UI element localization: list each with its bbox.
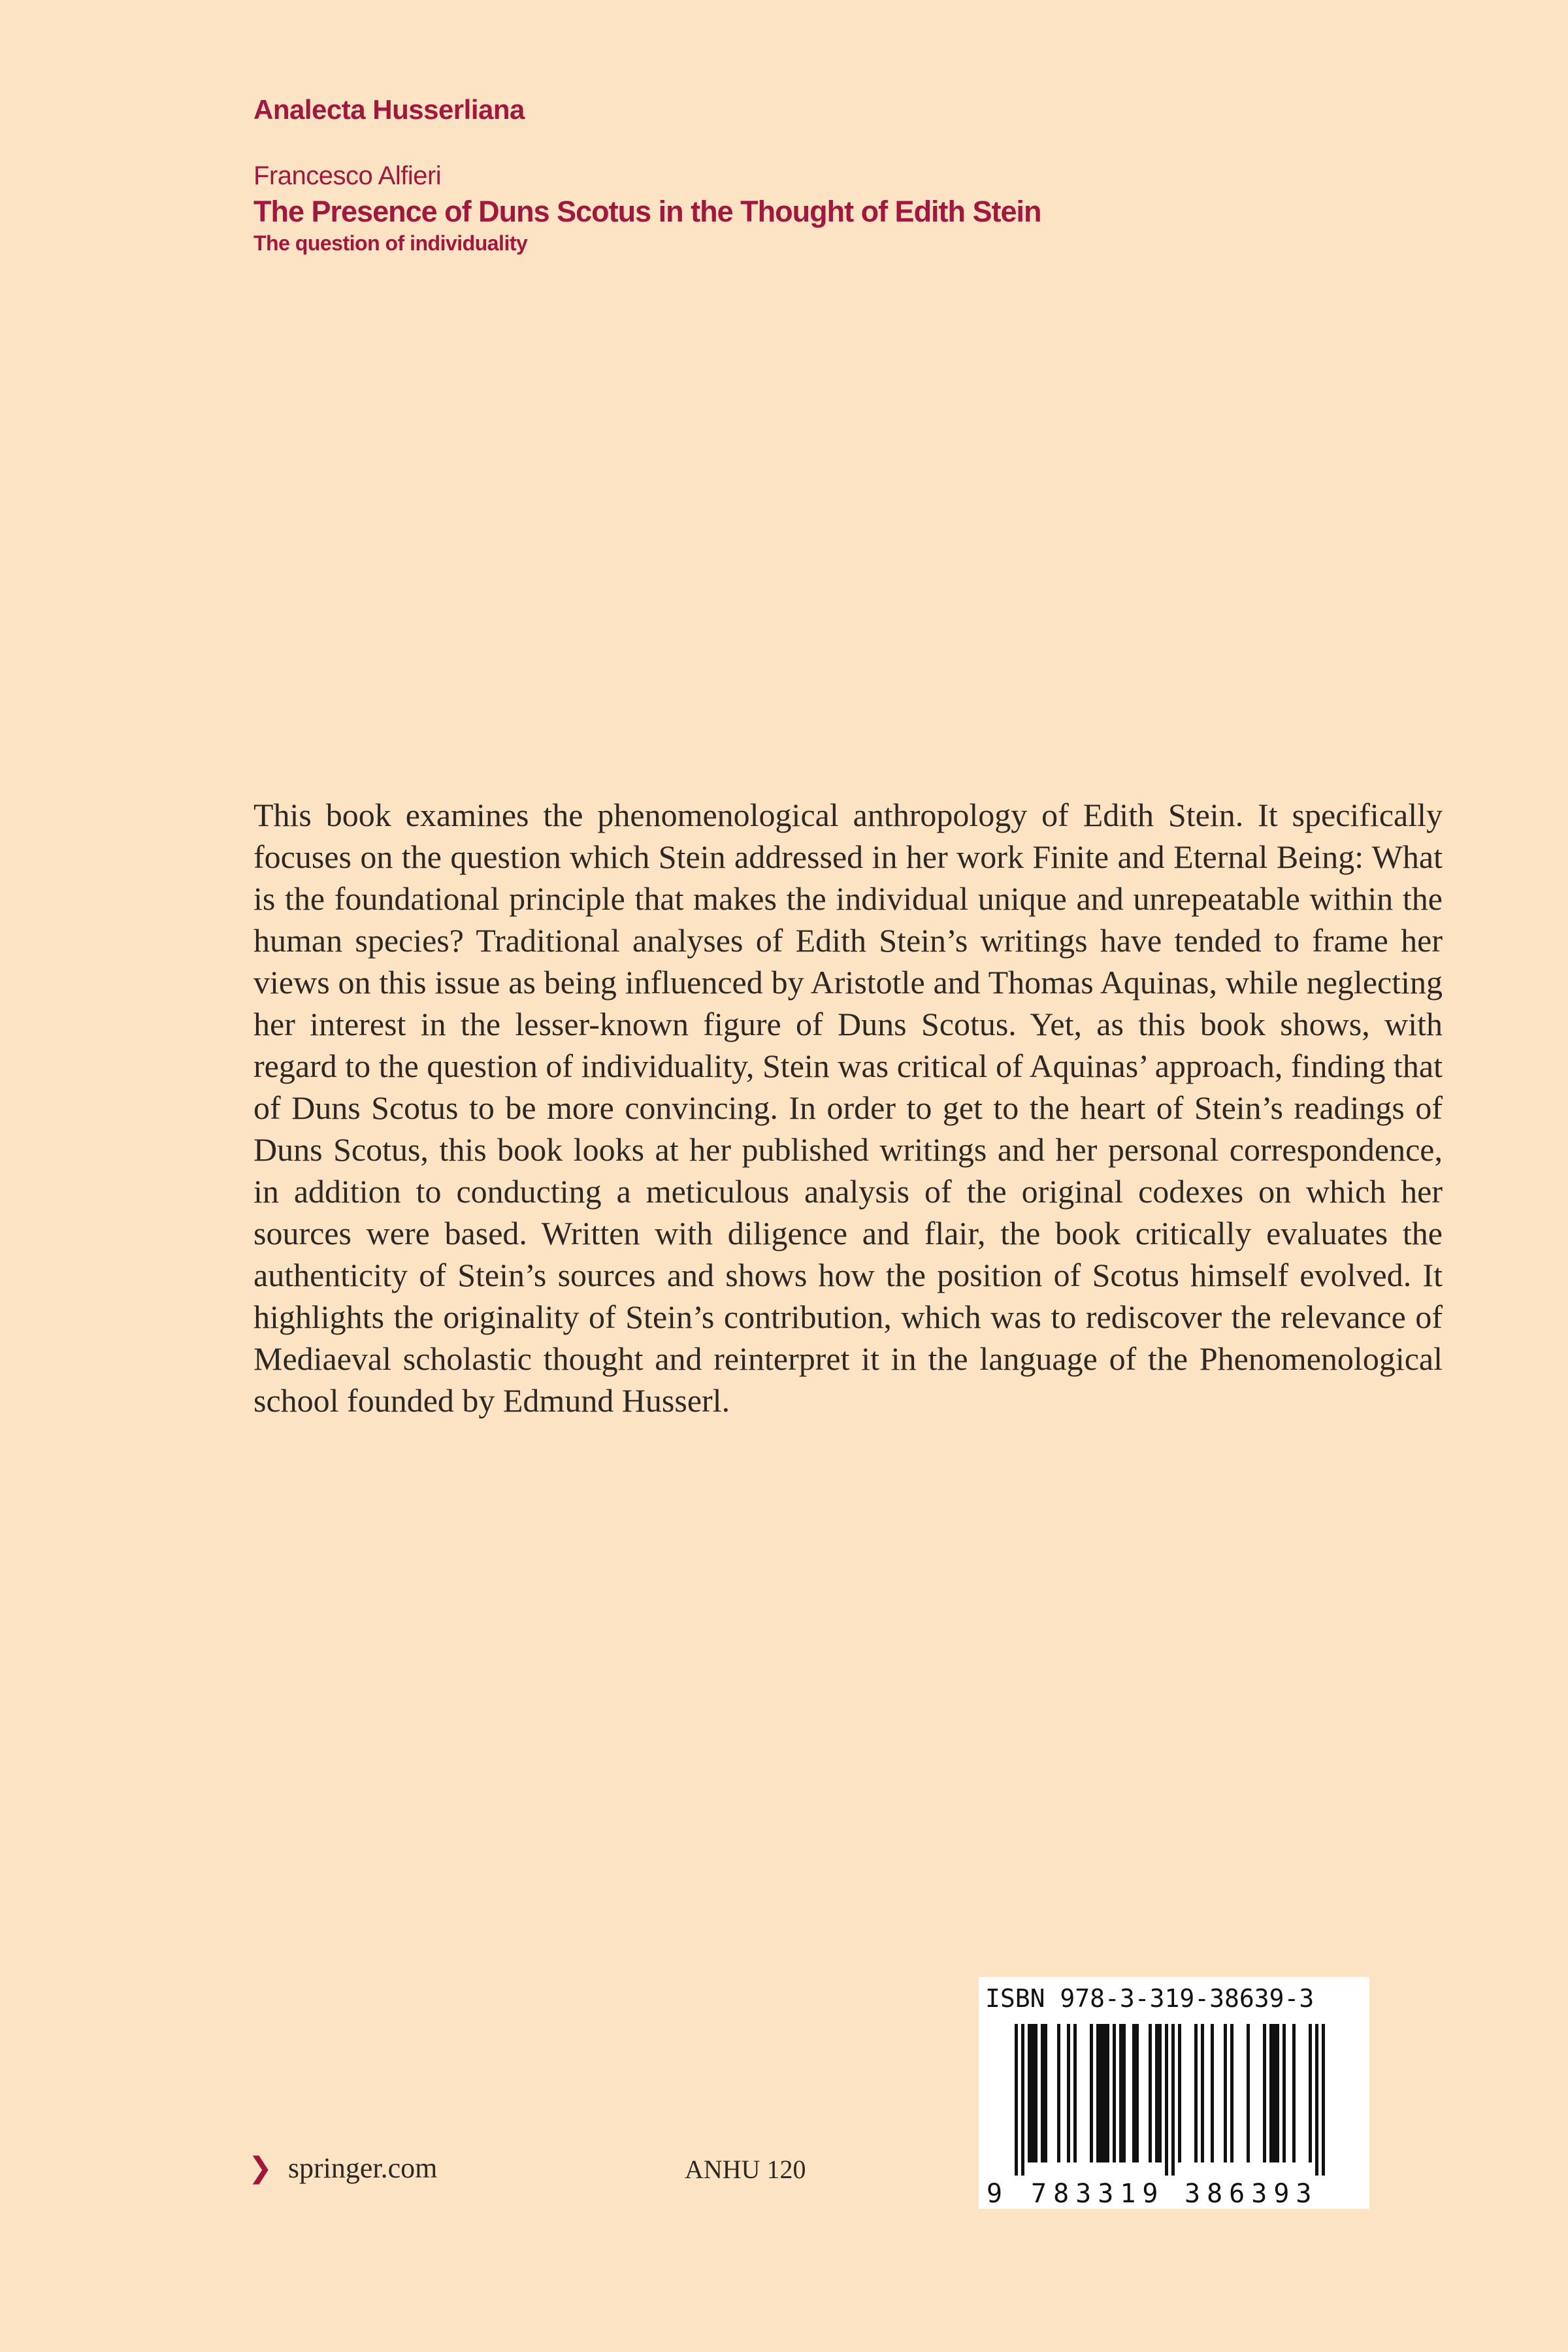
barcode-bar xyxy=(1132,2024,1135,2162)
barcode-bar xyxy=(1031,2024,1034,2162)
barcode-bar xyxy=(1034,2024,1037,2162)
barcode-bar xyxy=(1315,2024,1318,2176)
series-name: Analecta Husserliana xyxy=(253,94,525,125)
barcode-image xyxy=(979,2023,1369,2209)
barcode-first-digit: 9 xyxy=(987,2179,1003,2209)
isbn-number: ISBN 978-3-319-38639-3 xyxy=(985,1984,1315,2013)
barcode-bar xyxy=(1230,2024,1233,2162)
barcode-bar xyxy=(1292,2024,1296,2162)
barcode-bar xyxy=(1171,2024,1175,2176)
barcode-bar xyxy=(1021,2024,1024,2176)
barcode-bar xyxy=(1155,2024,1158,2162)
barcode-bar xyxy=(1178,2024,1181,2162)
series-code: ANHU 120 xyxy=(685,2155,806,2184)
barcode-bar xyxy=(1135,2024,1139,2162)
barcode-bar xyxy=(1015,2024,1018,2176)
publisher-website[interactable]: springer.com xyxy=(287,2152,438,2184)
barcode-bar xyxy=(1103,2024,1106,2162)
isbn-barcode xyxy=(979,1977,1369,2209)
cover-header xyxy=(253,91,1429,256)
barcode-bar xyxy=(1282,2024,1286,2162)
barcode-bar xyxy=(1090,2024,1093,2162)
barcode-bar xyxy=(1263,2024,1266,2162)
barcode-bar xyxy=(1106,2024,1109,2162)
barcode-bar xyxy=(1224,2024,1227,2162)
book-description: This book examines the phenomenological anthropology of Edith Stein. It specifically focuses on the question which Stein addressed in her work Finite and Eternal Being: What is the foundational principle that makes the individual unique and unrepeatable within the human species? Traditional analyses of Edith Stein’s writings have tended to frame her views on this issue as being influenced by Aristotle and Thomas Aquinas, while neglecting her interest in the lesser-known figure of Duns Scotus. Yet, as this book shows, with regard to the question of individuality, Stein was critical of Aquinas’ approach, finding that of Duns Scotus to be more convincing. In order to get to the heart of Stein’s readings of Duns Scotus, this book looks at her published writings and her personal correspondence, in addition to conducting a meticulous analysis of the original codexes on which her sources were based. Written with diligence and flair, the book critically evaluates the authenticity of Stein’s sources and shows how the position of Scotus himself evolved. It highlights the originality of Stein’s contribution, which was to rediscover the relevance of Mediaeval scholastic thought and reinterpret it in the language of the Phenomenological school founded by Edmund Husserl. xyxy=(253,797,1443,1419)
chevron-right-icon: ❯ xyxy=(248,2151,272,2185)
barcode-bar xyxy=(1194,2024,1198,2162)
barcode-bar xyxy=(1044,2024,1047,2162)
barcode-bar xyxy=(1100,2024,1103,2162)
barcode-bar xyxy=(1041,2024,1044,2162)
barcode-bar xyxy=(1149,2024,1152,2162)
barcode-bar xyxy=(1122,2024,1126,2162)
author-name: Francesco Alfieri xyxy=(253,161,442,190)
barcode-bar xyxy=(1113,2024,1116,2162)
book-title: The Presence of Duns Scotus in the Thought of Edith Stein xyxy=(253,195,1041,228)
barcode-bar xyxy=(1158,2024,1162,2162)
barcode-bar xyxy=(1165,2024,1168,2176)
barcode-bar xyxy=(1269,2024,1273,2162)
barcode-bar xyxy=(1067,2024,1070,2162)
barcode-bar xyxy=(1028,2024,1031,2162)
barcode-bar xyxy=(1211,2024,1214,2162)
barcode-bar xyxy=(1073,2024,1077,2162)
barcode-left-digits: 783319 xyxy=(1031,2179,1165,2209)
barcode-bar xyxy=(1119,2024,1122,2162)
book-subtitle: The question of individuality xyxy=(253,231,528,255)
barcode-right-digits: 386393 xyxy=(1184,2179,1318,2209)
barcode-bar xyxy=(1309,2024,1312,2162)
barcode-bar xyxy=(1276,2024,1279,2162)
barcode-bar xyxy=(1322,2024,1325,2176)
barcode-bar xyxy=(1096,2024,1100,2162)
barcode-bar xyxy=(1201,2024,1204,2162)
barcode-bar xyxy=(1273,2024,1276,2162)
barcode-bar xyxy=(1247,2024,1250,2162)
publisher-link[interactable] xyxy=(248,2149,437,2188)
barcode-bar xyxy=(1057,2024,1060,2162)
